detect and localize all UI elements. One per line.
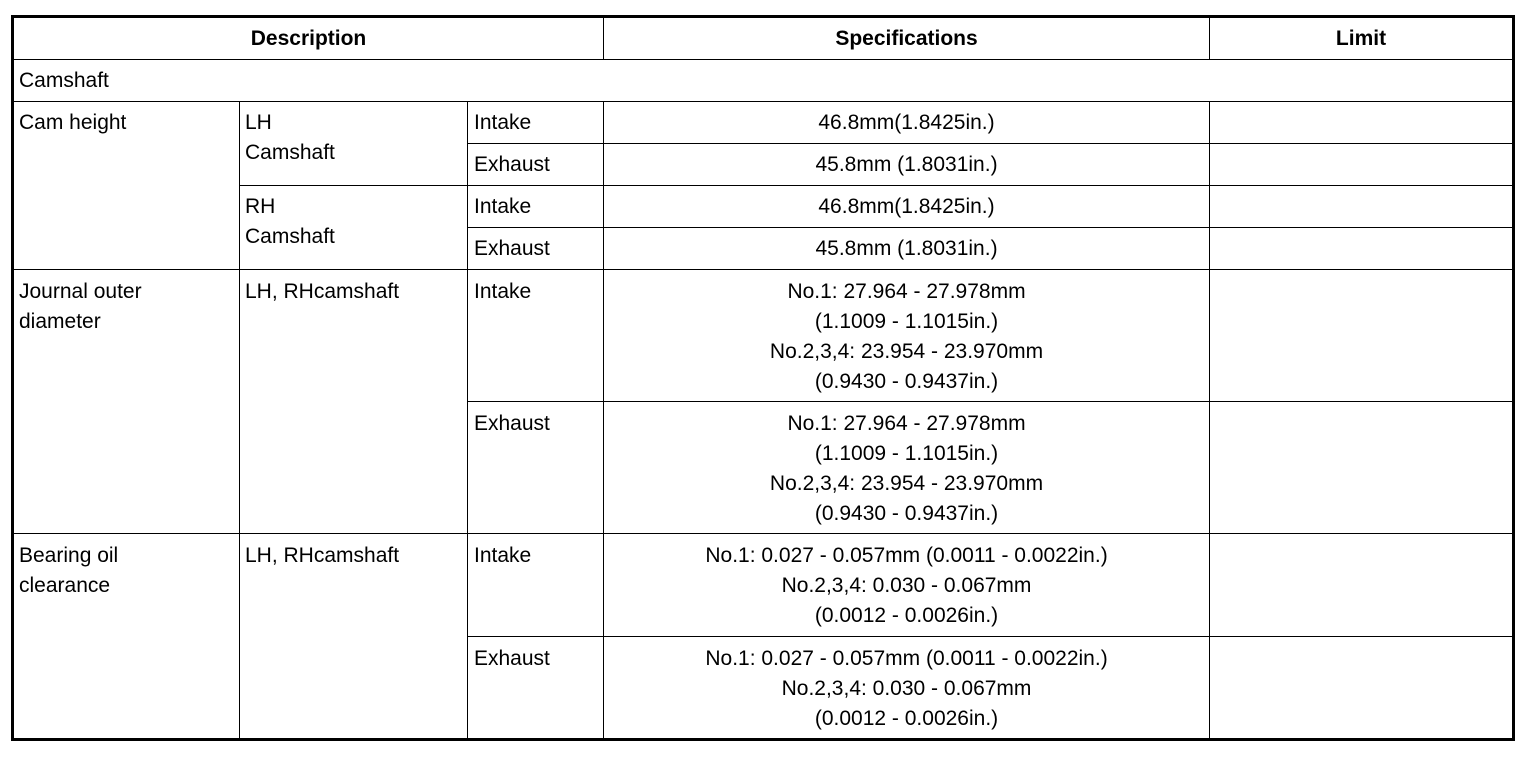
header-description: Description <box>13 17 604 60</box>
spec-line: No.2,3,4: 23.954 - 23.970mm <box>769 472 1044 495</box>
bearing-label-line1: Bearing oil <box>19 544 119 567</box>
limit-cell <box>1210 102 1514 144</box>
table-row <box>13 534 1514 637</box>
spec-cell <box>604 402 1210 534</box>
section-row <box>13 60 1514 102</box>
limit-cell <box>1210 186 1514 228</box>
limit-cell <box>1210 534 1514 637</box>
spec-line: No.2,3,4: 23.954 - 23.970mm <box>769 340 1044 363</box>
limit-cell <box>1210 270 1514 402</box>
spec-line: No.1: 27.964 - 27.978mm <box>787 412 1026 435</box>
spec-line: No.2,3,4: 0.030 - 0.067mm <box>781 574 1032 597</box>
direction-cell: Intake <box>468 270 604 402</box>
spec-line: (0.9430 - 0.9437in.) <box>814 502 999 525</box>
bearing-label <box>13 534 240 740</box>
direction-cell: Exhaust <box>468 637 604 740</box>
spec-line: (0.0012 - 0.0026in.) <box>814 707 999 730</box>
spec-line: (1.1009 - 1.1015in.) <box>814 310 999 333</box>
bearing-label-line2: clearance <box>19 574 111 597</box>
spec-cell: 45.8mm (1.8031in.) <box>604 228 1210 270</box>
limit-cell <box>1210 144 1514 186</box>
rh-label-line2: Camshaft <box>245 225 335 248</box>
spec-cell <box>604 270 1210 402</box>
spec-cell: 45.8mm (1.8031in.) <box>604 144 1210 186</box>
spec-line: No.2,3,4: 0.030 - 0.067mm <box>781 677 1032 700</box>
spec-cell <box>604 637 1210 740</box>
header-specifications: Specifications <box>604 17 1210 60</box>
spec-line: (0.0012 - 0.0026in.) <box>814 604 999 627</box>
journal-sub-label: LH, RHcamshaft <box>240 270 468 534</box>
lh-label-line1: LH <box>245 111 272 134</box>
spec-line: (0.9430 - 0.9437in.) <box>814 370 999 393</box>
spec-line: No.1: 0.027 - 0.057mm (0.0011 - 0.0022in.) <box>705 647 1108 670</box>
limit-cell <box>1210 637 1514 740</box>
table-row <box>13 102 1514 144</box>
direction-cell: Exhaust <box>468 228 604 270</box>
camshaft-spec-table <box>11 15 1515 741</box>
lh-camshaft-label <box>240 102 468 186</box>
journal-label-line2: diameter <box>19 310 101 333</box>
direction-cell: Intake <box>468 186 604 228</box>
direction-cell: Intake <box>468 534 604 637</box>
lh-label-line2: Camshaft <box>245 141 335 164</box>
bearing-sub-label: LH, RHcamshaft <box>240 534 468 740</box>
rh-label-line1: RH <box>245 195 276 218</box>
spec-cell: 46.8mm(1.8425in.) <box>604 102 1210 144</box>
spec-cell <box>604 534 1210 637</box>
spec-line: No.1: 0.027 - 0.057mm (0.0011 - 0.0022in.) <box>705 544 1108 567</box>
direction-cell: Exhaust <box>468 144 604 186</box>
rh-camshaft-label <box>240 186 468 270</box>
journal-label-line1: Journal outer <box>19 280 142 303</box>
header-row <box>13 17 1514 60</box>
cam-height-label: Cam height <box>13 102 240 270</box>
journal-label <box>13 270 240 534</box>
spec-line: (1.1009 - 1.1015in.) <box>814 442 999 465</box>
limit-cell <box>1210 228 1514 270</box>
header-limit: Limit <box>1210 17 1514 60</box>
limit-cell <box>1210 402 1514 534</box>
direction-cell: Intake <box>468 102 604 144</box>
section-title: Camshaft <box>13 60 1514 102</box>
spec-line: No.1: 27.964 - 27.978mm <box>787 280 1026 303</box>
direction-cell: Exhaust <box>468 402 604 534</box>
table-row <box>13 270 1514 402</box>
spec-cell: 46.8mm(1.8425in.) <box>604 186 1210 228</box>
